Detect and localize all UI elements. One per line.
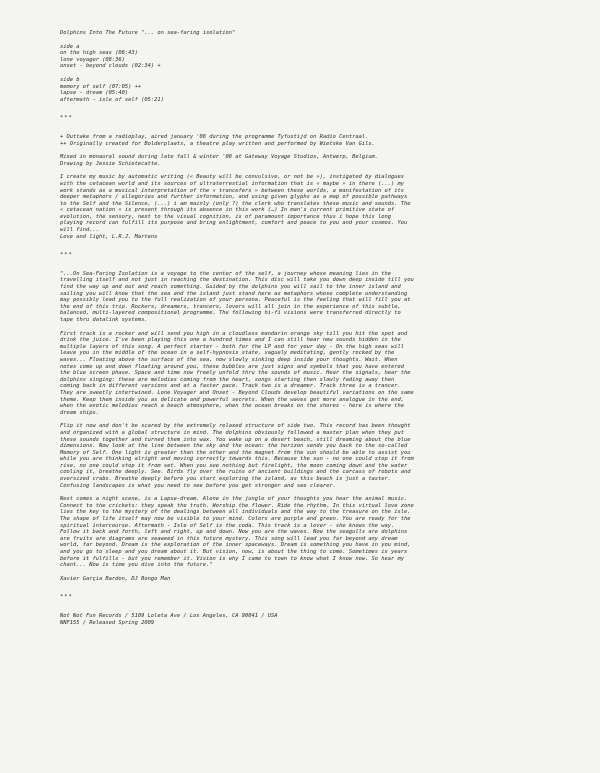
catalog-release: NNF155 / Released Spring 2009 (60, 619, 155, 626)
track-item: memory of self (07:05) ++ (60, 83, 142, 90)
artist-statement (60, 174, 550, 240)
essay-line: "...On Sea-Faring Isolation is a voyage to the center of the self, a journey whose meaning lies in the (60, 270, 392, 277)
statement-line: evolution, the sensory, next to the visual cognition, is of paramount importance thus i hope this long (60, 213, 392, 220)
essay-line: Confusing landscapes is what you need to see before you get stronger and see clearer. (60, 482, 336, 489)
essay-paragraph (60, 331, 550, 417)
essay-line: while you are thinking alright and moving correctly towards this. Because the sun - no one could stop it from (60, 456, 414, 463)
essay-line: before it fulfills - but you remember it. Vision is why I came to town to know what I know now. So hear my (60, 555, 405, 562)
essay-line: theme. Keep them inside you as delicate and powerful secrets. When the waves get more analogue in the end, (60, 396, 405, 403)
essay-line: Connect to the crickets: they speak the truth. Worship the flower. Ride the rhythm. In this virtual love zone (60, 502, 414, 509)
track-item: lapse - dream (05:40) (60, 90, 129, 97)
credit-line: Mixed in monaural sound during late fall & winter '08 at Gateway Voyage Studios, Antwerp, Belgium. (60, 154, 379, 161)
note-line: + Outtake from a radioplay, aired january '08 during the programme Tyfustijd on Radio Centraal. (60, 133, 369, 140)
track-item: onset - beyond clouds (02:34) + (60, 63, 161, 70)
essay-line: Flip it now and don't be scared by the extremely relaxed structure of side two. This record has been thought (60, 423, 411, 430)
statement-line: to the Self and the Silence, (...) i am mainly (only ?) the clerk who translates these music and sounds. The (60, 200, 411, 207)
track-item: on the high seas (06:43) (60, 50, 138, 57)
essay-line: tape thru datalink systems. (60, 317, 148, 323)
essay-line: The shape of life itself may now be visible to your mind. Colors are purple and green. You are ready for the (60, 516, 411, 523)
essay-paragraph (60, 496, 550, 569)
album-title: Dolphins Into The Future "... on sea-faring isolation" (60, 30, 236, 36)
essay-line: world, far beyond. Dream is the exploration of the inner spaceways. Dream is something you have in you mind, (60, 542, 411, 549)
essay-line: waves... Floating above the surface of the sea, now slowly sinking deep inside your thoughts. Wait. When (60, 356, 398, 363)
statement-line: with the cetacean world and its sources of ultraterrestial information that is « maybe » in there (...) my (60, 180, 405, 187)
essay-line: They are sweetly intertwined. Lone Voyager and Onset - Beyond Clouds develop beautiful variations on the same (60, 389, 414, 396)
credit-line: Drawing by Jessie Schietecatte. (60, 160, 161, 167)
section-separator: *** (60, 115, 73, 122)
essay-line: when the exotic melodies reach a beach atmosphere, when the ocean breaks on the shores - here is where the (60, 403, 405, 410)
essay-line: drink the juice. I've been playing this one a hundred times and I can still hear new sounds hidden in the (60, 337, 401, 344)
label-address: Not Not Fun Records / 5109 Loleta Ave / Los Angeles, CA 90041 / USA (60, 612, 278, 619)
essay-line: dimensions. Now look at the line between the sky and the ocean: the horizon sends you back to the so-called (60, 443, 408, 450)
essay-line: Next comes a night scene, is a Lapse-dream. Alone in the jungle of your thoughts you hear the animal music. (60, 496, 408, 503)
statement-line: will find... (60, 227, 99, 234)
section-separator: *** (60, 594, 73, 601)
essay-line: sailing you will know that the sea and the island just stand here as metaphors whose complete understanding (60, 290, 408, 297)
essay-line: oversized crabs. Breathe deeply before you start exploring the island, as this beach is just a taster. (60, 476, 392, 483)
essay-line: leave you in the middle of the ocean in a self-hypnosis state, vaguely meditating, gently rocked by the (60, 350, 395, 357)
essay-line: Memory of Self. One light is greater than the other and the magnet from the sun should be able to assist you (60, 449, 411, 456)
statement-line: playing record can fulfill its purpose and bring enlightment, comfort and peace to you and your cosmos. You (60, 220, 408, 227)
section-separator: *** (60, 252, 73, 259)
side-a-tracklist (60, 44, 550, 70)
essay-line: rise, no one could stop it from set. When you see nothing but firelight, the moon coming down and the water (60, 462, 408, 469)
label-info (60, 613, 550, 626)
essay-line: First track is a rocker and will send you high in a cloudless mandarin orange sky till you hit the spot and (60, 330, 408, 337)
essay-line: and organized with a global structure in mind. The dolphins obviously followed a master plan when they put (60, 429, 405, 436)
statement-line: I create my music by automatic writing (« Beauty will be convulsive, or not be »), instigated by dialogues (60, 174, 405, 181)
essay-line: these sounds together and turned them into wax. You wake up on a desert beach, still dreaming about the blue (60, 436, 411, 443)
essay-signature: Xavier Garçia Bardon, DJ Bongo Man (60, 575, 171, 582)
side-b-label: side b (60, 76, 80, 83)
essay-line: travelling itself and not just in reaching the destination. This disc will take you down deep inside till you (60, 277, 414, 284)
track-item: aftermath - isle of self (05:21) (60, 96, 164, 103)
essay-line: multiple layers of this song. A perfect starter - both for the LP and for your day - On the high seas will (60, 343, 405, 350)
essay-line: the blue screen phase. Space and time now freely unfold thru the sounds of music. Hear the signals, hear the (60, 370, 411, 377)
statement-line: work stands as a musical interpretation of the « trancefers » between these worlds, a manifestation of its (60, 187, 405, 194)
essay-line: are fruits are diagrams are seaweed in this future mystery. This song will lead you far beyond any dream (60, 535, 398, 542)
essay-line: the end of this trip. Rockers, dreamers, trancers, lovers will all join in the experience of this subtle, (60, 303, 401, 310)
statement-signature: Love and light, L.R.J. Martens (60, 233, 158, 240)
essay-line: find the way up and out and reach something. Guided by the dolphins you will sail to the inner island and (60, 284, 401, 291)
essay-line: notes come up and down floating around you, these bubbles are just signs and symbols that you have entered (60, 363, 405, 370)
essay-line: balanced, multi-layered compositional programme. The following hi-fi visions were transferred directly to (60, 310, 401, 317)
essay-line: and you go to sleep and you dream about it. But vision, now, is about the thing to come. Sometimes is years (60, 549, 408, 555)
essay-line: dream ships. (60, 409, 99, 416)
statement-line: deeper metaphors / allegories and further information, and using given glyphs as a map of possible pathways (60, 194, 408, 201)
essay-line: coming back in different versions and at a faster pace. Track two is a dreamer. Track three is a trancer. (60, 383, 401, 390)
essay-paragraph (60, 271, 550, 324)
statement-line: « cetacean nation » is present through its absence in this work (…) In man's current primitive state of (60, 207, 395, 214)
essay-line: chant... Now is time you dive into the future." (60, 562, 213, 569)
essay-line: Follow it back and forth, left and right, up and down. Now you are the waves. Now the seagulls are dolphins (60, 529, 408, 536)
mixing-credits (60, 154, 550, 167)
essay-line: may possibly lead you to the full realization of your persona. Peaceful is the feeling that will fill you at (60, 297, 411, 304)
essay-line: dolphins singing: these are melodies coming from the heart, songs starting then slowly fading away then (60, 376, 395, 383)
essay-paragraph (60, 423, 550, 489)
essay-line: lies the key to the mystery of the dealings between all individuals and the way to the treasure on the isle. (60, 509, 411, 516)
side-a-label: side a (60, 43, 80, 50)
essay-line: spiritual intercourse. Aftermath - Isle of Self is the coda. This track is a lover - she knows the way. (60, 522, 395, 529)
essay-line: cooling it, breathe deeply. See. Birds fly over the ruins of ancient buildings and the carcass of robots and (60, 469, 411, 476)
note-line: ++ Originally created for Bolderplaats, a theatre play written and performed by Wietske Van Gils. (60, 140, 375, 147)
track-item: lone voyager (08:36) (60, 56, 125, 63)
side-b-tracklist (60, 77, 550, 103)
track-notes (60, 134, 550, 147)
